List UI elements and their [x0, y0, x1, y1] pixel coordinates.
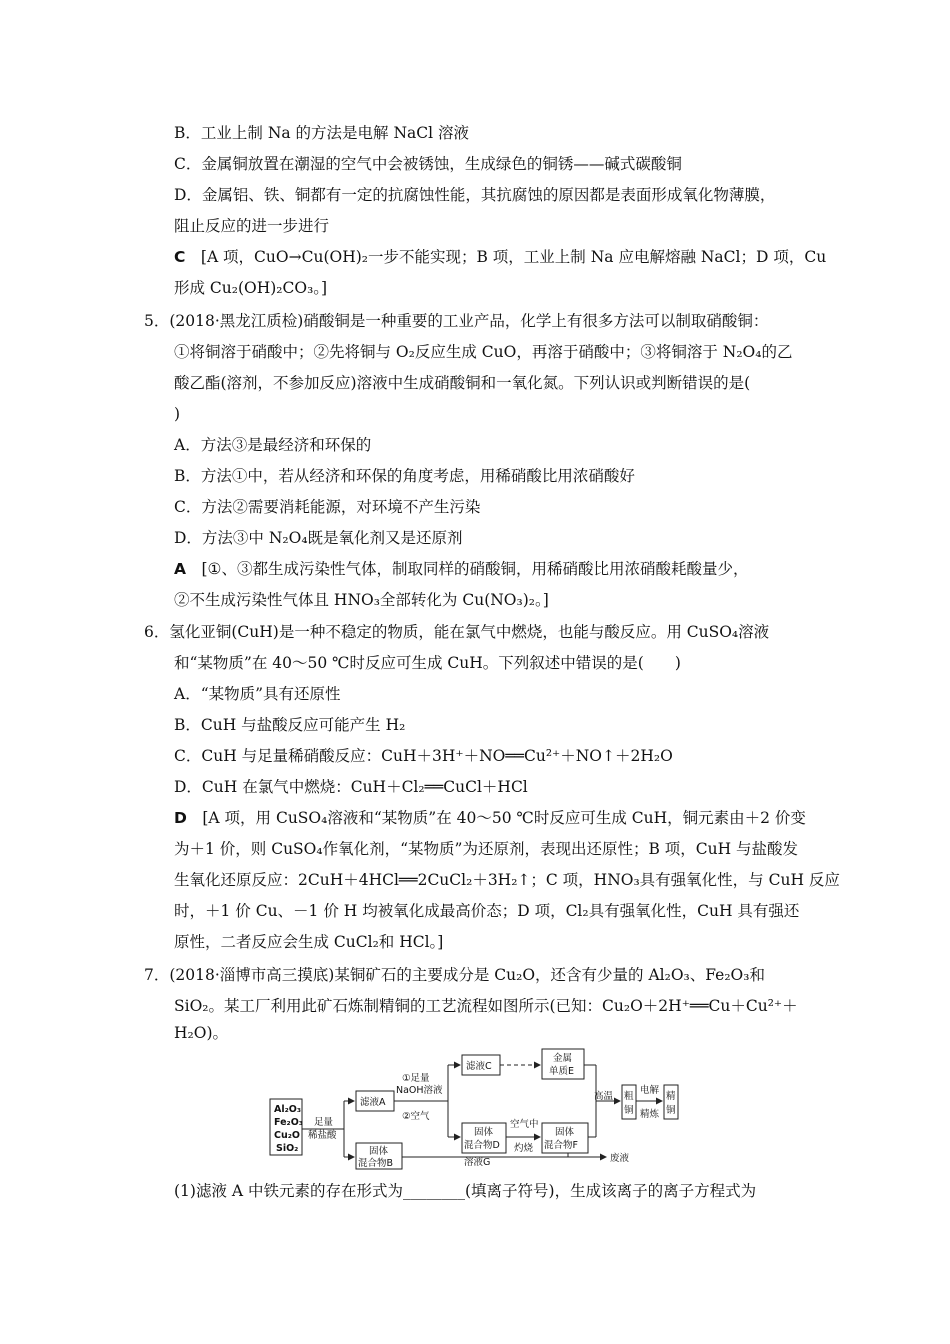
reagent-label: 精炼	[640, 1109, 660, 1120]
option-c: C．金属铜放置在潮湿的空气中会被锈蚀，生成绿色的铜锈——碱式碳酸铜	[174, 155, 682, 173]
answer-explanation-cont: 时，＋1 价 Cu、－1 价 H 均被氧化成最高价态；D 项，Cl₂具有强氧化性，CuH 具有强还	[174, 902, 800, 920]
reagent-label: 稀盐酸	[308, 1130, 337, 1141]
question-6-cont: 和“某物质”在 40～50 ℃时反应可生成 CuH。下列叙述中错误的是( )	[174, 654, 681, 672]
waste-liquid: 废液	[610, 1153, 630, 1164]
option-d-cont: 阻止反应的进一步进行	[174, 217, 330, 235]
option-b: B．工业上制 Na 的方法是电解 NaCl 溶液	[174, 124, 470, 142]
option-d: D．金属铝、铁、铜都有一定的抗腐蚀性能，其抗腐蚀的原因都是表面形成氧化物薄膜，	[174, 186, 776, 204]
reagent-label: 高温	[594, 1091, 614, 1102]
crude-copper: 粗	[624, 1091, 634, 1102]
solid-f: 固体	[555, 1127, 575, 1138]
metal-e: 单质E	[549, 1066, 575, 1077]
option-c: C．CuH 与足量稀硝酸反应：CuH＋3H⁺＋NO══Cu²⁺＋NO↑＋2H₂O	[174, 747, 673, 765]
solid-f: 混合物F	[544, 1140, 578, 1151]
answer-explanation-cont: 生氧化还原反应：2CuH＋4HCl══2CuCl₂＋3H₂↑；C 项，HNO₃具有强氧化性，与 CuH 反应	[174, 871, 840, 889]
answer-explanation-cont: 形成 Cu₂(OH)₂CO₃。]	[174, 279, 328, 297]
option-a: A．方法③是最经济和环保的	[174, 436, 372, 454]
option-d: D．CuH 在氯气中燃烧：CuH＋Cl₂══CuCl＋HCl	[174, 778, 528, 796]
metal-e: 金属	[553, 1053, 573, 1064]
reagent-label: ①足量	[402, 1073, 430, 1084]
option-c: C．方法②需要消耗能源，对环境不产生污染	[174, 498, 481, 516]
solid-b: 混合物B	[358, 1158, 394, 1169]
answer-line	[174, 807, 806, 829]
ore-item: Fe₂O₃	[274, 1117, 303, 1128]
process-flow-diagram	[268, 1041, 688, 1171]
option-b: B．方法①中，若从经济和环保的角度考虑，用稀硝酸比用浓硝酸好	[174, 467, 635, 485]
question-5-cont: ①将铜溶于硝酸中；②先将铜与 O₂反应生成 CuO，再溶于硝酸中；③将铜溶于 N₂O₄的乙	[174, 343, 793, 361]
answer-explanation: [A 项，用 CuSO₄溶液和“某物质”在 40～50 ℃时反应可生成 CuH，铜元素由＋2 价变	[202, 809, 806, 827]
reagent-label: 电解	[640, 1085, 660, 1096]
option-d: D．方法③中 N₂O₄既是氧化剂又是还原剂	[174, 529, 463, 547]
fine-copper: 铜	[666, 1105, 676, 1116]
filtrate-a: 滤液A	[360, 1097, 386, 1108]
fine-copper: 精	[666, 1091, 676, 1102]
answer-explanation: [①、③都生成污染性气体，制取同样的硝酸铜，用稀硝酸比用浓硝酸耗酸量少，	[201, 560, 749, 578]
question-6: 6．氢化亚铜(CuH)是一种不稳定的物质，能在氯气中燃烧，也能与酸反应。用 CuSO₄溶液	[144, 623, 770, 641]
ore-item: Al₂O₃	[274, 1104, 302, 1115]
option-b: B．CuH 与盐酸反应可能产生 H₂	[174, 716, 406, 734]
reagent-label: 足量	[314, 1117, 334, 1128]
reagent-label: 灼烧	[514, 1143, 534, 1154]
question-5: 5．(2018·黑龙江质检)硝酸铜是一种重要的工业产品，化学上有很多方法可以制取硝酸铜：	[144, 312, 769, 330]
ore-item: SiO₂	[276, 1143, 299, 1154]
answer-line	[174, 558, 748, 580]
crude-copper: 铜	[624, 1105, 634, 1116]
question-7: 7．(2018·淄博市高三摸底)某铜矿石的主要成分是 Cu₂O，还含有少量的 Al₂O₃、Fe₂O₃和	[144, 966, 765, 984]
answer-letter: D	[174, 809, 187, 827]
question-5-cont: 酸乙酯(溶剂，不参加反应)溶液中生成硝酸铜和一氧化氮。下列认识或判断错误的是(	[174, 374, 751, 392]
answer-letter: C	[174, 248, 186, 266]
question-7-cont: H₂O)。	[174, 1024, 228, 1042]
question-7-sub-1: (1)滤液 A 中铁元素的存在形式为________(填离子符号)，生成该离子的离子方程式为	[174, 1182, 757, 1200]
answer-explanation: [A 项，CuO→Cu(OH)₂一步不能实现；B 项，工业上制 Na 应电解熔融 NaCl；D 项，Cu	[200, 248, 827, 266]
filtrate-c: 滤液C	[466, 1061, 492, 1072]
answer-explanation-cont: 原性，二者反应会生成 CuCl₂和 HCl。]	[174, 933, 444, 951]
question-5-cont: )	[174, 405, 181, 423]
ore-item: Cu₂O	[274, 1130, 300, 1141]
reagent-label: 空气中	[510, 1119, 539, 1130]
question-7-cont: SiO₂。某工厂利用此矿石炼制精铜的工艺流程如图所示(已知：Cu₂O＋2H⁺══Cu＋Cu²⁺＋	[174, 997, 798, 1015]
solid-d: 混合物D	[464, 1140, 500, 1151]
reagent-label: NaOH溶液	[396, 1085, 443, 1096]
reagent-label: ②空气	[402, 1111, 430, 1122]
solution-g: 溶液G	[464, 1157, 491, 1168]
solid-d: 固体	[474, 1127, 494, 1138]
answer-explanation-cont: 为＋1 价，则 CuSO₄作氧化剂，“某物质”为还原剂，表现出还原性；B 项，CuH 与盐酸发	[174, 840, 799, 858]
answer-letter: A	[174, 560, 186, 578]
answer-line	[174, 246, 826, 268]
solid-b: 固体	[369, 1146, 389, 1157]
option-a: A．“某物质”具有还原性	[174, 685, 341, 703]
answer-explanation-cont: ②不生成污染性气体且 HNO₃全部转化为 Cu(NO₃)₂。]	[174, 591, 549, 609]
